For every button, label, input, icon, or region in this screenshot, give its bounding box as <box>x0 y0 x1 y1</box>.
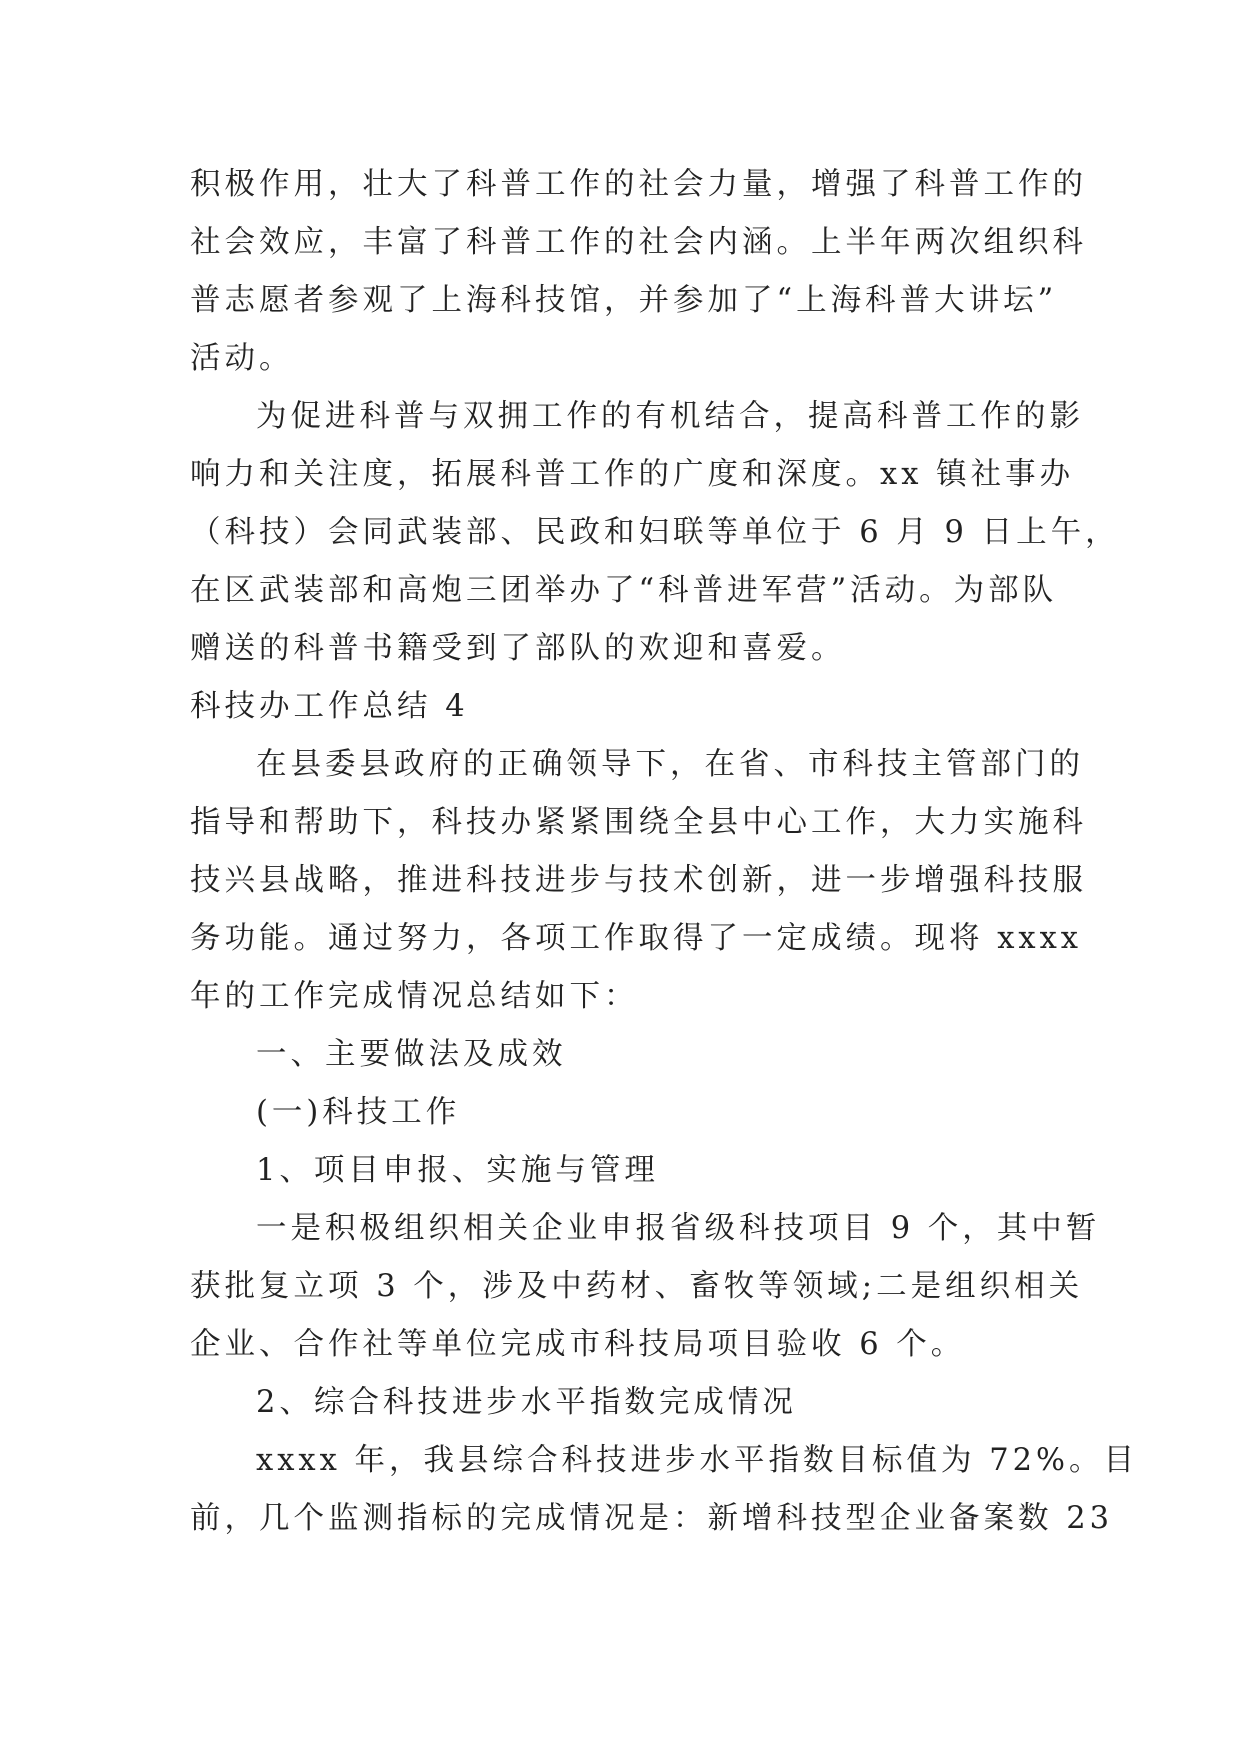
paragraph-line: 前，几个监测指标的完成情况是：新增科技型企业备案数 23 <box>190 1501 1114 1536</box>
paragraph-line: 企业、合作社等单位完成市科技局项目验收 6 个。 <box>190 1327 966 1362</box>
paragraph-line: 社会效应，丰富了科普工作的社会内涵。上半年两次组织科 <box>190 225 1087 260</box>
paragraph-line: 响力和关注度，拓展科普工作的广度和深度。xx 镇社事办 <box>190 457 1075 492</box>
paragraph-line: 为促进科普与双拥工作的有机结合，提高科普工作的影 <box>256 399 1084 434</box>
paragraph-line: 指导和帮助下，科技办紧紧围绕全县中心工作，大力实施科 <box>190 805 1087 840</box>
subheading: (一)科技工作 <box>256 1095 461 1130</box>
section-heading: 科技办工作总结 4 <box>190 689 469 724</box>
subheading: 2、综合科技进步水平指数完成情况 <box>256 1385 797 1420</box>
paragraph-line: （科技）会同武装部、民政和妇联等单位于 6 月 9 日上午， <box>190 515 1120 550</box>
subheading: 一、主要做法及成效 <box>256 1037 567 1072</box>
paragraph-line: 一是积极组织相关企业申报省级科技项目 9 个，其中暂 <box>256 1211 1101 1246</box>
paragraph-line: 积极作用，壮大了科普工作的社会力量，增强了科普工作的 <box>190 167 1087 202</box>
paragraph-line: 普志愿者参观了上海科技馆，并参加了“上海科普大讲坛” <box>190 283 1058 318</box>
paragraph-line: 获批复立项 3 个，涉及中药材、畜牧等领域;二是组织相关 <box>190 1269 1084 1304</box>
paragraph-line: 在县委县政府的正确领导下，在省、市科技主管部门的 <box>256 747 1084 782</box>
subheading: 1、项目申报、实施与管理 <box>256 1153 659 1188</box>
document-body <box>190 156 1138 1548</box>
paragraph-line: 在区武装部和高炮三团举办了“科普进军营”活动。为部队 <box>190 573 1058 608</box>
paragraph-line: 务功能。通过努力，各项工作取得了一定成绩。现将 xxxx <box>190 921 1082 956</box>
paragraph-line: 赠送的科普书籍受到了部队的欢迎和喜爱。 <box>190 631 846 666</box>
paragraph-line: 活动。 <box>190 341 294 376</box>
paragraph-line: 年的工作完成情况总结如下： <box>190 979 639 1014</box>
paragraph-line: 技兴县战略，推进科技进步与技术创新，进一步增强科技服 <box>190 863 1087 898</box>
paragraph-line: xxxx 年，我县综合科技进步水平指数目标值为 72%。目 <box>256 1443 1138 1478</box>
